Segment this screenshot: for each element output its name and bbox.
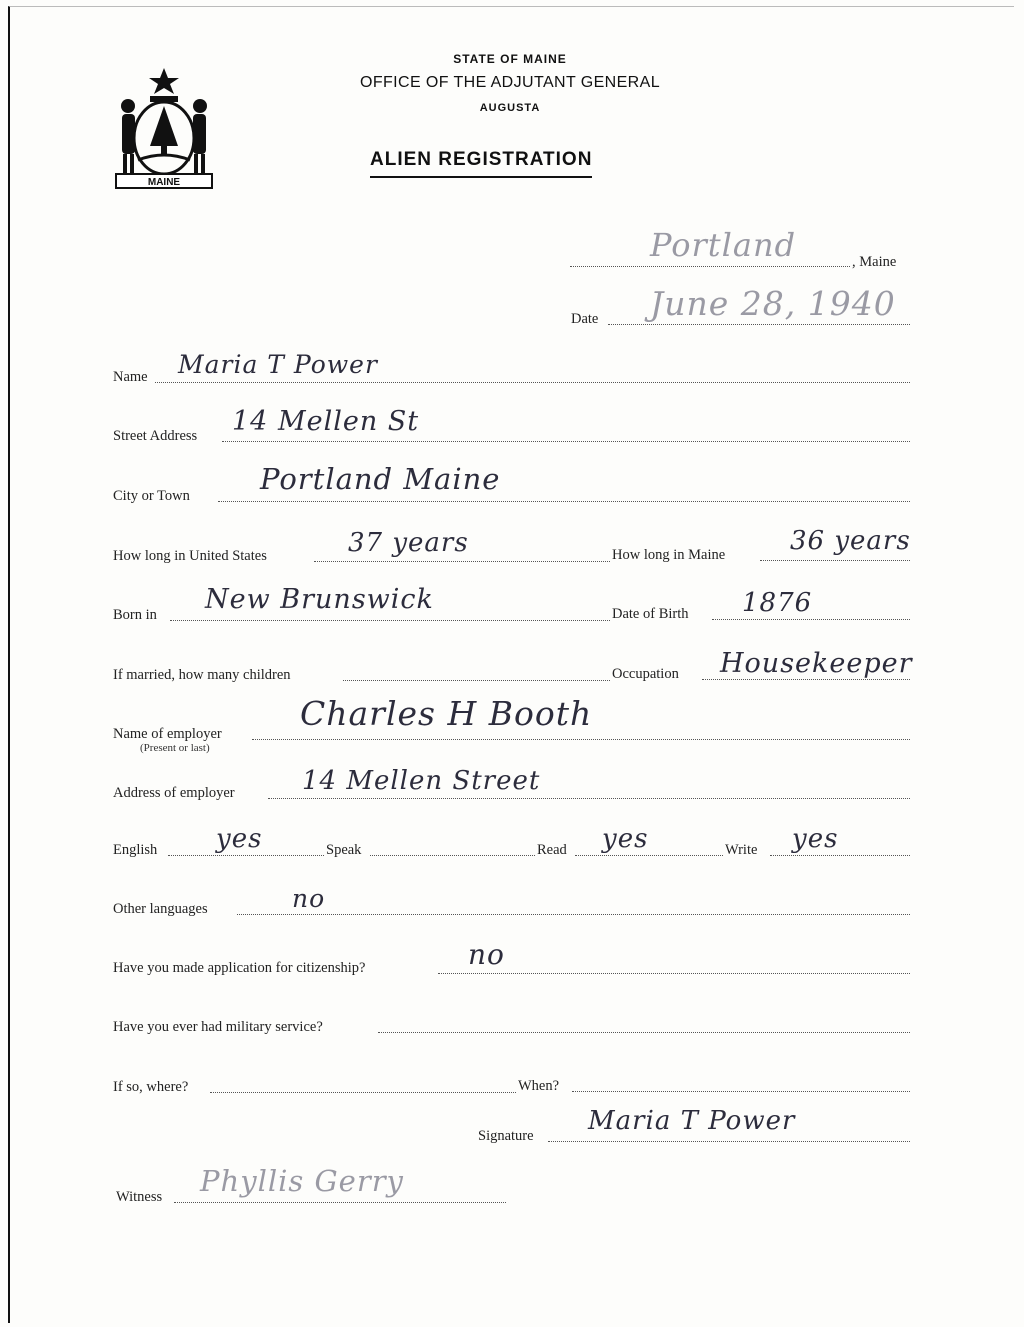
other-languages-label: Other languages	[113, 901, 208, 917]
employer-address-label: Address of employer	[113, 785, 235, 801]
signature-label: Signature	[478, 1128, 534, 1144]
children-label: If married, how many children	[113, 667, 291, 683]
other-languages-value: no	[292, 884, 326, 913]
citizenship-label: Have you made application for citizenship?	[113, 960, 366, 976]
english-value: yes	[216, 824, 263, 854]
occupation-value: Housekeeper	[720, 648, 913, 679]
how-long-us-value: 37 years	[348, 528, 469, 558]
employer-value: Charles H Booth	[300, 694, 593, 733]
signature-value: Maria T Power	[588, 1106, 796, 1136]
born-in-label: Born in	[113, 607, 157, 623]
employer-line	[252, 739, 910, 740]
speak-line	[370, 855, 535, 856]
write-line	[770, 855, 910, 856]
write-value: yes	[792, 824, 839, 854]
witness-line	[174, 1202, 506, 1203]
date-value: June 28, 1940	[650, 284, 896, 323]
town-line	[570, 266, 850, 267]
employer-address-value: 14 Mellen Street	[302, 766, 541, 796]
citizenship-value: no	[468, 938, 505, 971]
seal-text: MAINE	[147, 177, 181, 188]
city-value: Portland Maine	[260, 462, 501, 496]
form-title: ALIEN REGISTRATION	[370, 149, 592, 178]
city-line	[218, 501, 910, 502]
speak-label: Speak	[326, 842, 362, 858]
born-in-value: New Brunswick	[205, 584, 434, 615]
employer-label: Name of employer	[113, 726, 222, 742]
city-label: City or Town	[113, 488, 190, 504]
street-label: Street Address	[113, 428, 198, 444]
where-label: If so, where?	[113, 1079, 189, 1095]
born-in-line	[170, 620, 610, 621]
military-line	[378, 1032, 910, 1033]
date-label: Date	[571, 311, 599, 327]
citizenship-line	[438, 973, 910, 974]
children-line	[343, 680, 610, 681]
other-languages-line	[237, 914, 910, 915]
street-line	[222, 441, 910, 442]
date-of-birth-line	[712, 619, 910, 620]
witness-value: Phyllis Gerry	[200, 1164, 404, 1198]
street-value: 14 Mellen St	[232, 406, 420, 437]
how-long-us-label: How long in United States	[113, 548, 267, 564]
english-line	[168, 855, 324, 856]
city-heading: AUGUSTA	[479, 102, 541, 114]
occupation-label: Occupation	[612, 666, 679, 682]
military-label: Have you ever had military service?	[113, 1019, 323, 1035]
maine-label: , Maine	[852, 254, 897, 270]
name-value: Maria T Power	[178, 350, 378, 379]
where-line	[210, 1092, 516, 1093]
how-long-maine-label: How long in Maine	[612, 547, 726, 563]
employer-sub-label: (Present or last)	[140, 742, 210, 754]
when-line	[572, 1091, 910, 1092]
read-line	[575, 855, 723, 856]
employer-address-line	[268, 798, 910, 799]
name-line	[155, 382, 910, 383]
read-value: yes	[602, 824, 649, 854]
english-label: English	[113, 842, 158, 858]
how-long-maine-value: 36 years	[790, 526, 911, 556]
read-label: Read	[537, 842, 567, 858]
witness-label: Witness	[116, 1189, 163, 1205]
write-label: Write	[725, 842, 758, 858]
date-of-birth-label: Date of Birth	[612, 606, 689, 622]
when-label: When?	[518, 1078, 560, 1094]
date-line	[608, 324, 910, 325]
state-seal-icon	[112, 66, 216, 190]
town-value: Portland	[650, 226, 797, 264]
name-label: Name	[113, 369, 148, 385]
how-long-us-line	[314, 561, 610, 562]
how-long-maine-line	[760, 560, 910, 561]
signature-line	[548, 1141, 910, 1142]
state-heading: STATE OF MAINE	[453, 52, 567, 66]
office-heading: OFFICE OF THE ADJUTANT GENERAL	[359, 74, 661, 91]
date-of-birth-value: 1876	[742, 588, 813, 618]
occupation-line	[702, 679, 910, 680]
